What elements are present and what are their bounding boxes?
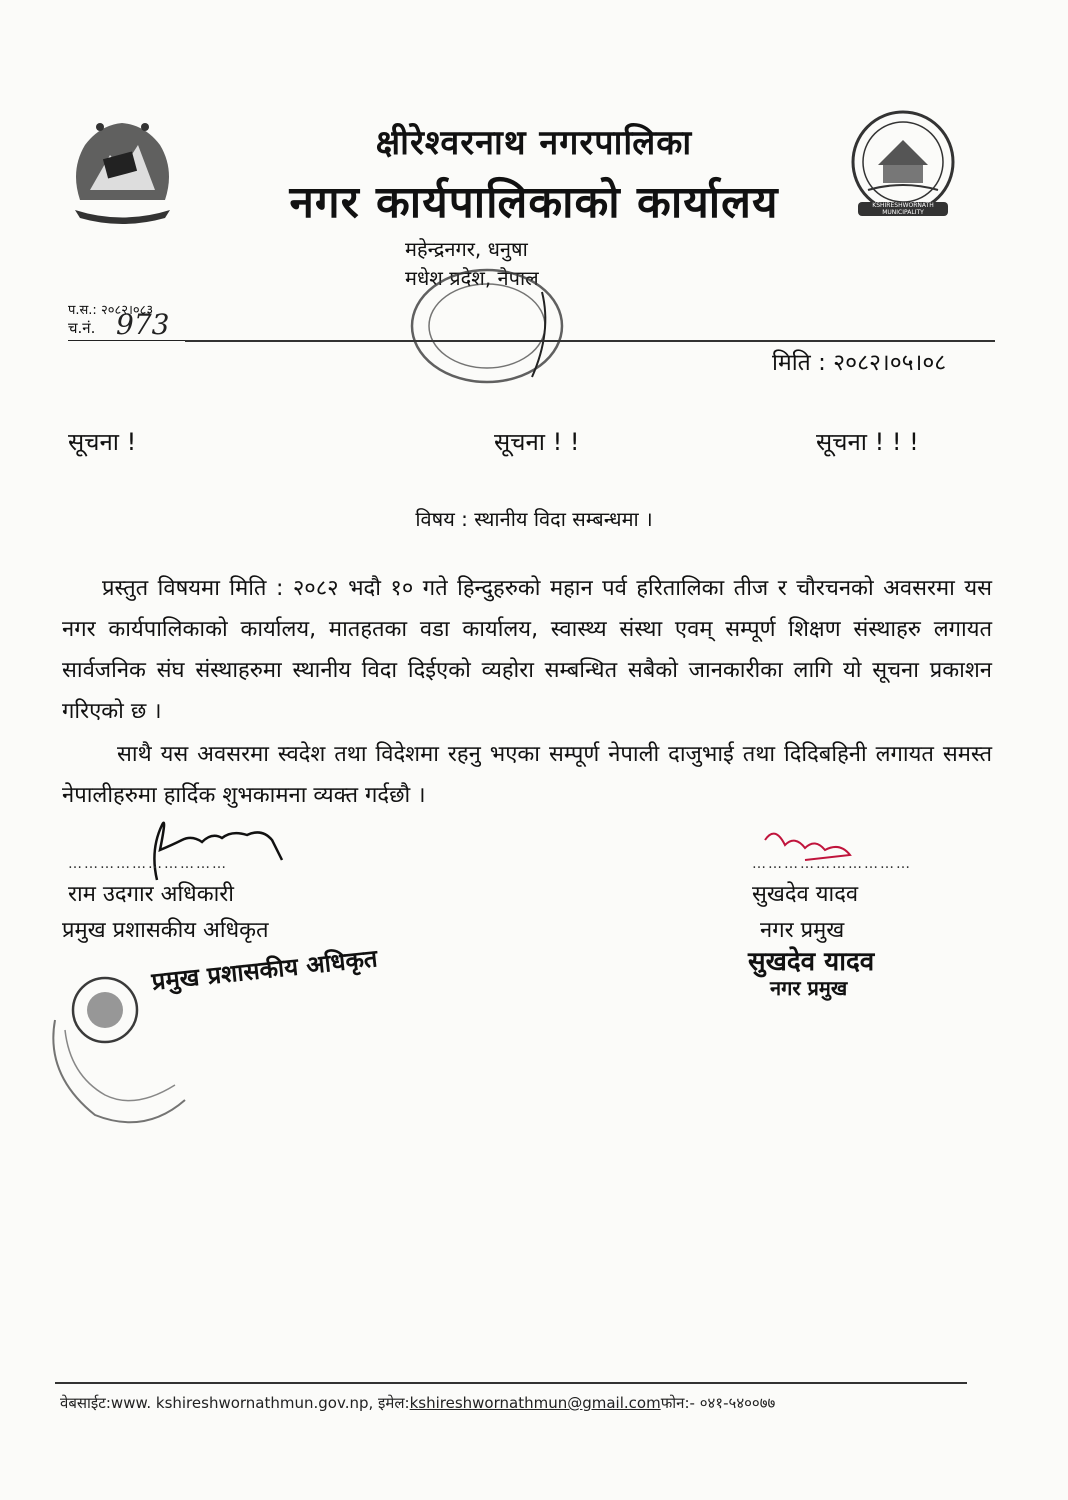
footer-divider [55,1382,967,1384]
notice-heading-2: सूचना ! ! [494,428,580,456]
website-link[interactable]: www. kshireshwornathmun.gov.np, [110,1394,374,1412]
footer-contact [60,1393,775,1413]
left-signature [62,810,322,885]
left-signatory-title: प्रमुख प्रशासकीय अधिकृत [62,918,269,943]
address-line-2: मधेश प्रदेश, नेपाल [405,266,539,290]
phone-label: फोन:- [660,1394,700,1412]
body-paragraph-1-text: प्रस्तुत विषयमा मिति : २०८२ भदौ १० गते हिन्दुहरुको महान पर्व हरितालिका तीज र चौरचनको अवसरमा यस नगर कार्यपालिकाको कार्यालय, मातहतका वडा कार्यालय, स्वास्थ्य संस्था एवम् सम्पूर्ण शिक्षण संस्थाहरु लगायत सार्वजनिक संघ संस्थाहरुमा स्थानीय विदा दिईएको व्यहोरा सम्बन्धित सबैको जानकारीका लागि यो सूचना प्रकाशन गरिएको छ । [62,576,992,724]
header-divider [185,340,995,342]
letter-date: मिति : २०८२।०५।०८ [772,350,947,376]
notice-heading-1: सूचना ! [68,428,137,456]
body-paragraph-2 [62,734,992,816]
website-label: वेबसाईट: [60,1394,111,1412]
address-line-1: महेन्द्रनगर, धनुषा [405,237,528,261]
right-signatory-title: नगर प्रमुख [760,918,845,943]
right-signature-line: ………………………… [752,856,912,872]
email-label: इमेल: [373,1394,410,1412]
left-signatory-name: राम उदगार अधिकारी [68,882,234,907]
left-designation-stamp: प्रमुख प्रशासकीय अधिकृत [150,944,379,996]
emblem-ribbon-text: KSHIRESHWORNATH MUNICIPALITY [872,202,934,216]
municipality-name: क्षीरेश्वरनाथ नगरपालिका [375,123,693,163]
chalani-number: 973 [116,308,170,341]
chalani-label: च.नं. [68,319,96,337]
right-signatory-name: सुखदेव यादव [752,882,859,907]
left-signature-line: ………………………… [68,856,228,872]
office-name: नगर कार्यपालिकाको कार्यालय [289,177,779,228]
body-paragraph-1 [62,568,992,732]
right-title-stamp: नगर प्रमुख [770,976,848,1000]
subject-line: विषय : स्थानीय विदा सम्बन्धमा । [415,507,653,531]
body-paragraph-2-text: साथै यस अवसरमा स्वदेश तथा विदेशमा रहनु भएका सम्पूर्ण नेपाली दाजुभाई तथा दिदिबहिनी लगायत समस्त नेपालीहरुमा हार्दिक शुभकामना व्यक्त गर्दछौ । [62,742,992,808]
right-name-stamp: सुखदेव यादव [748,947,875,977]
admin-round-stamp [25,965,205,1145]
office-stamp [392,262,582,390]
notice-heading-3: सूचना ! ! ! [816,428,919,456]
ref-underline [68,340,188,341]
email-link[interactable]: kshireshwornathmun@gmail.com [409,1394,661,1412]
patra-sankhya: प.स.: २०८२।०८३ [68,303,154,318]
phone-number: ०४१-५४००७७ [699,1394,776,1412]
